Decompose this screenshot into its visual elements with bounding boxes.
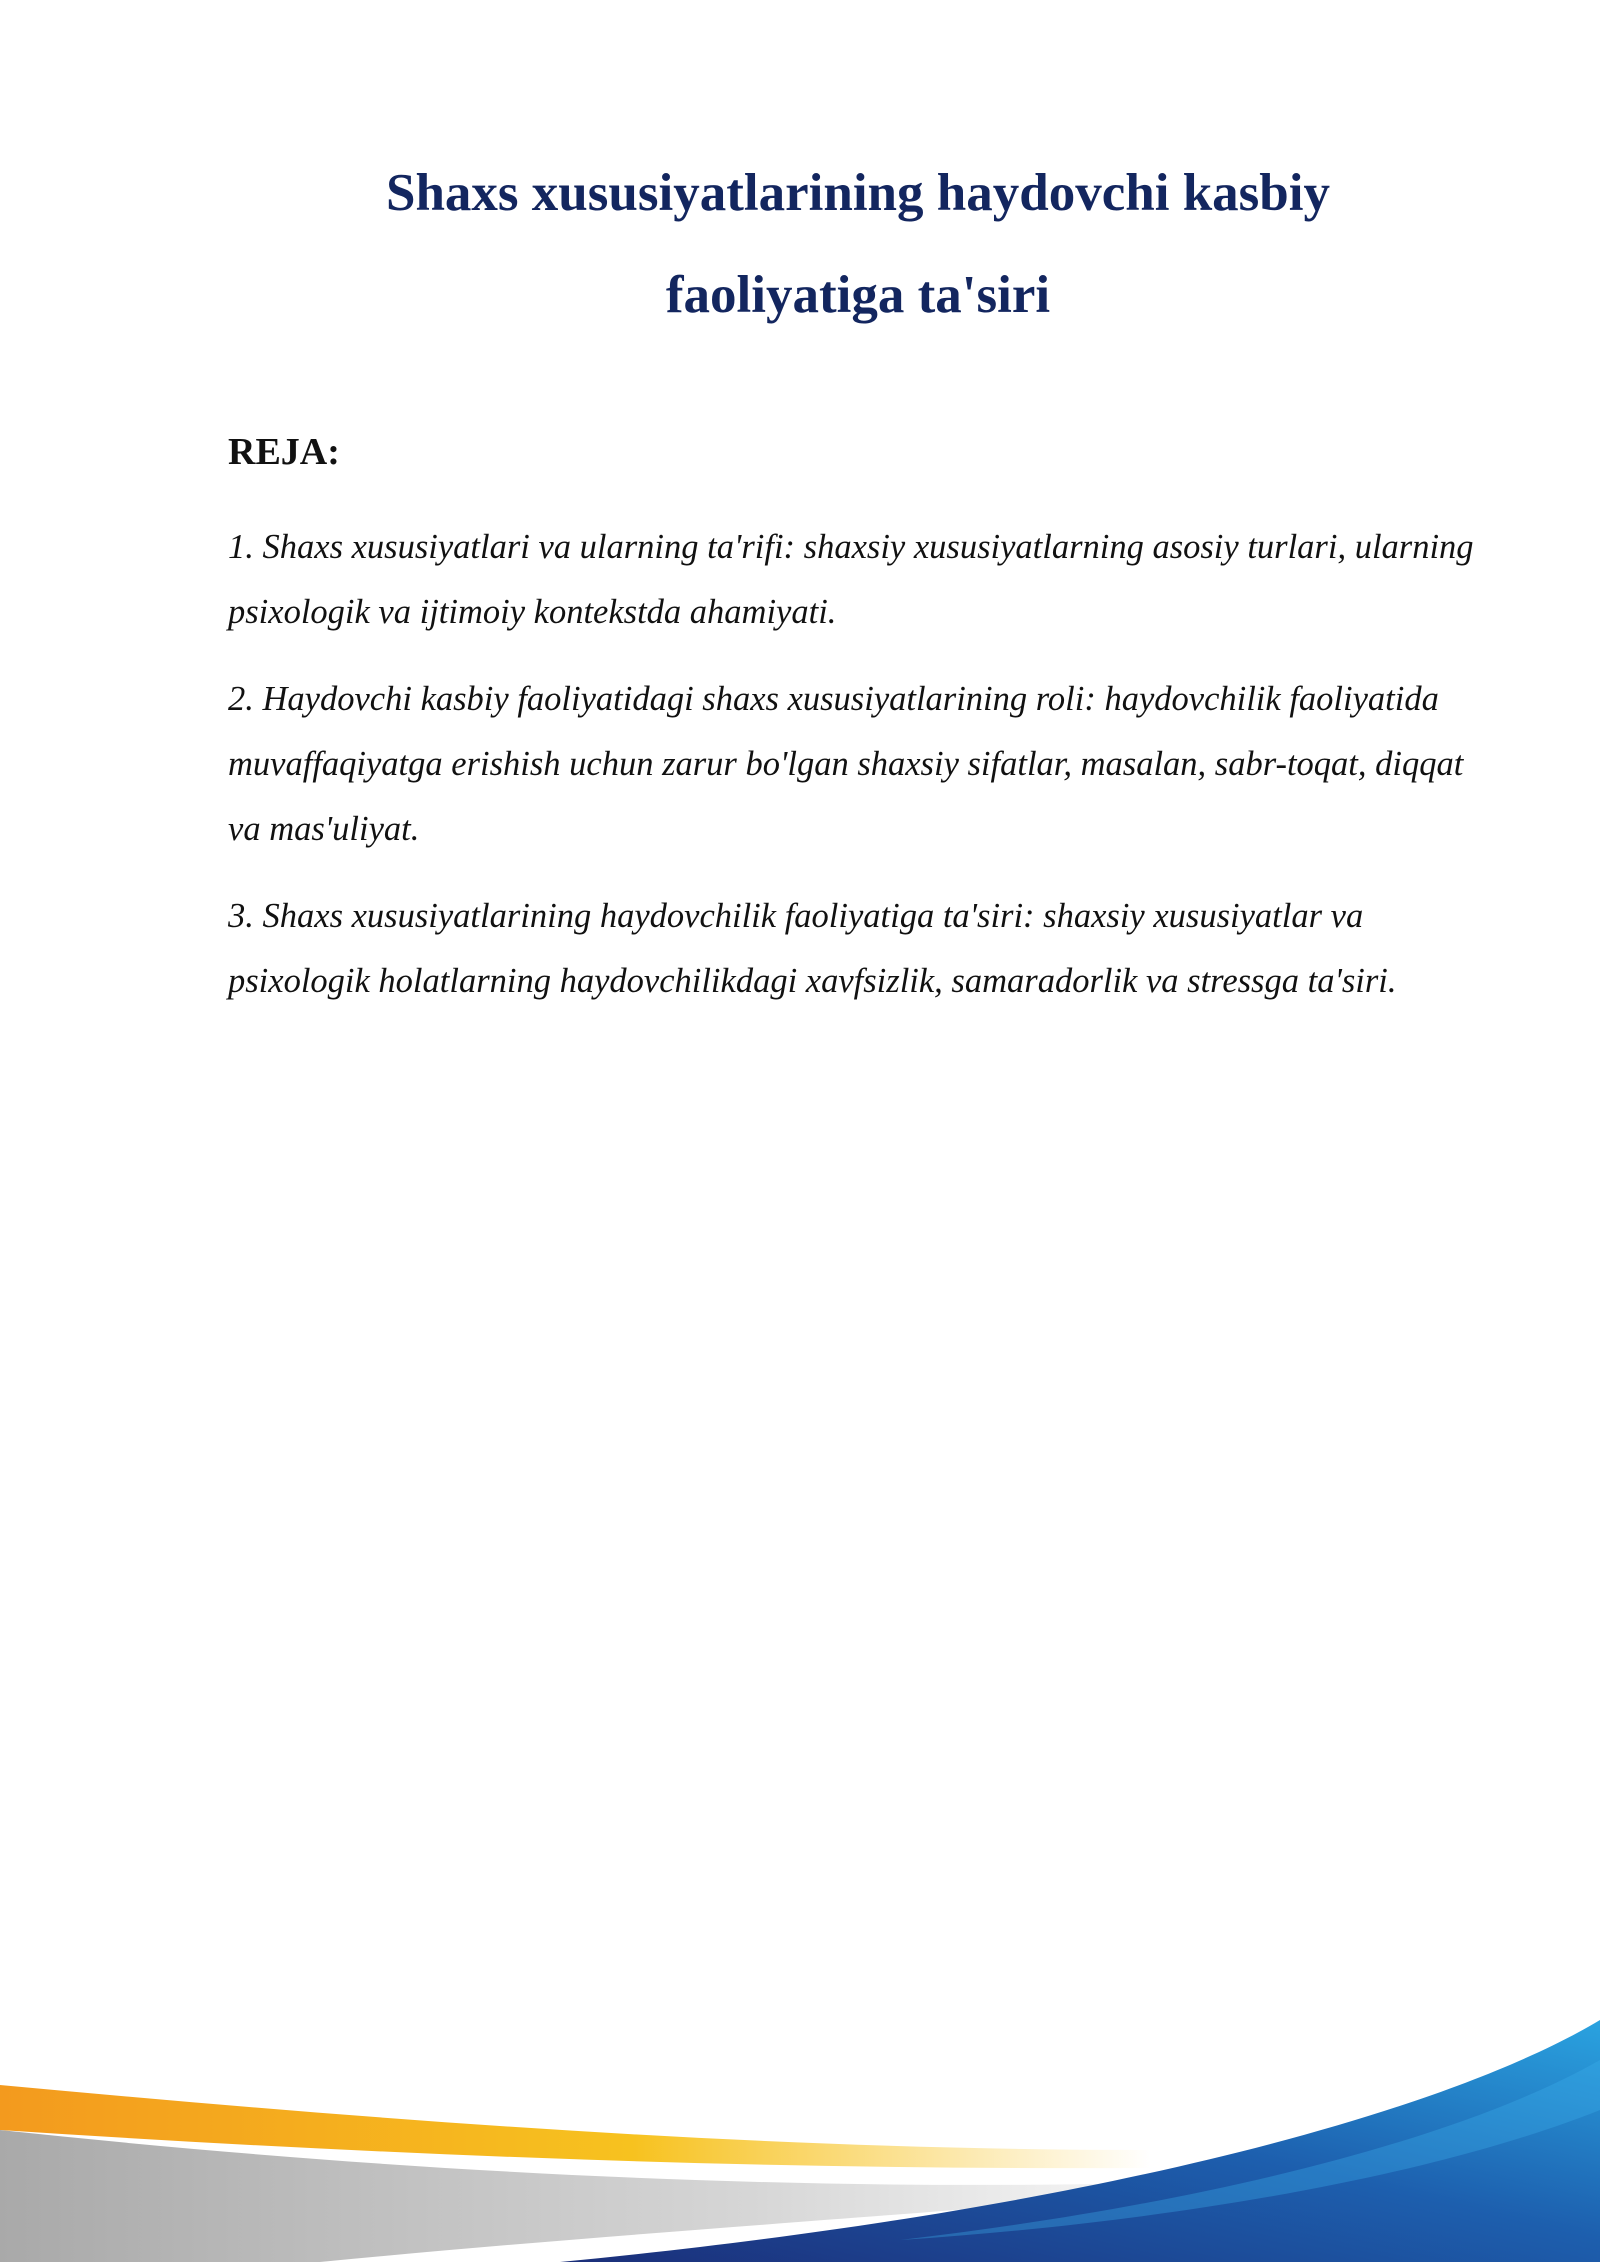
plan-item-3: 3. Shaxs xususiyatlarining haydovchilik faoliyatiga ta'siri: shaxsiy xususiyatlar va psixologik holatlarning haydovchilikdagi xavfsizlik, samaradorlik va stressga ta'siri. bbox=[228, 897, 1397, 1000]
plan-item-1: 1. Shaxs xususiyatlari va ularning ta'rifi: shaxsiy xususiyatlarning asosiy turlari, ularning psixologik va ijtimoiy kontekstda ahamiyati. bbox=[228, 528, 1474, 631]
document-title bbox=[228, 142, 1488, 346]
title-line-2: faoliyatiga ta'siri bbox=[665, 266, 1051, 324]
plan-heading: REJA: bbox=[228, 431, 340, 473]
plan-list bbox=[228, 515, 1490, 1036]
title-line-1: Shaxs xususiyatlarining haydovchi kasbiy bbox=[385, 164, 1331, 222]
plan-item-2: 2. Haydovchi kasbiy faoliyatidagi shaxs xususiyatlarining roli: haydovchilik faoliyatida muvaffaqiyatga erishish uchun zarur bo'lgan shaxsiy sifatlar, masalan, sabr-toqat, diqqat va mas'uliyat. bbox=[228, 680, 1464, 848]
footer-wave-decoration bbox=[0, 2000, 1600, 2262]
